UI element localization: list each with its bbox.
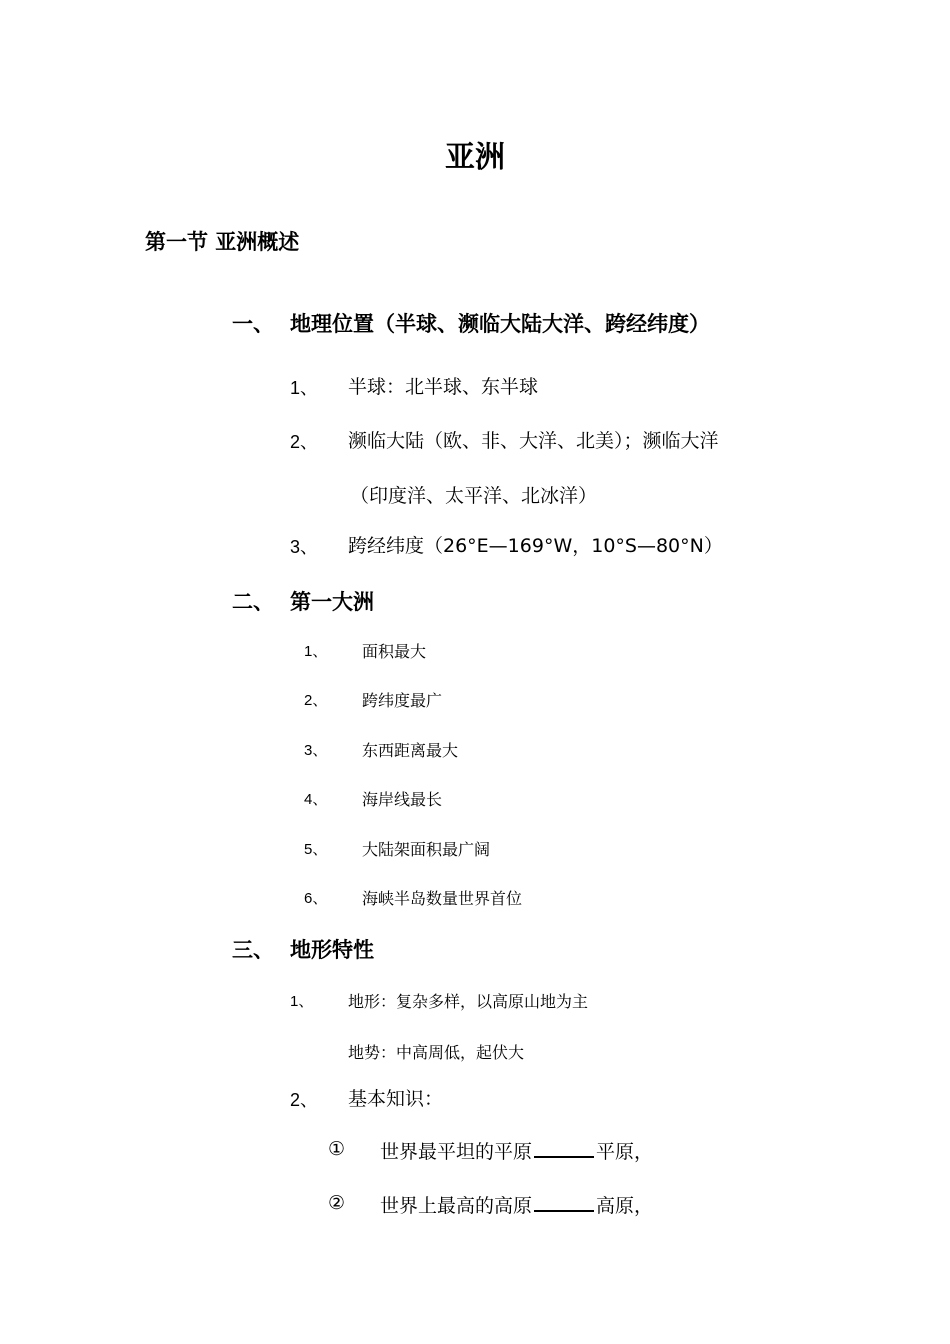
sub2-before: 世界上最高的高原 [380,1195,533,1217]
sub1-after: 平原， [596,1141,654,1163]
part1-item2-text: 濒临大陆（欧、非、大洋、北美）；濒临大洋 [348,430,719,452]
part2-item2-text: 跨纬度最广 [362,691,443,710]
part2-item3-number: 3、 [304,742,328,759]
fill-blank [534,1192,594,1212]
sub1-before: 世界最平坦的平原 [380,1141,533,1163]
fill-blank [534,1138,594,1158]
part3-item2-text: 基本知识： [348,1088,444,1110]
part3-heading: 地形特性 [290,938,374,962]
sub2-after: 高原， [596,1195,654,1217]
part2-item6-text: 海峡半岛数量世界首位 [362,889,523,908]
part1-number: 一、 [232,312,274,336]
section-heading: 第一节 亚洲概述 [145,230,300,254]
part1-item3-text: 跨经纬度（26°E—169°W，10°S—80°N） [348,535,723,557]
part2-item5-text: 大陆架面积最广阔 [362,840,491,859]
part3-item1-text: 地形：复杂多样，以高原山地为主 [348,992,589,1011]
sub2-line [380,1191,653,1218]
part2-number: 二、 [232,590,274,614]
part2-item2-number: 2、 [304,692,328,709]
part2-item4-text: 海岸线最长 [362,790,443,809]
part2-item1-text: 面积最大 [362,642,427,661]
part2-item3-text: 东西距离最大 [362,741,459,760]
sub1-mark: ① [328,1138,346,1160]
part2-item4-number: 4、 [304,791,328,808]
part2-item5-number: 5、 [304,841,328,858]
part3-item1-number: 1、 [290,993,314,1010]
page-title: 亚洲 [445,140,505,175]
part3-number: 三、 [232,938,274,962]
part2-heading: 第一大洲 [290,590,374,614]
part3-item1-continuation: 地势：中高周低，起伏大 [348,1043,525,1062]
part1-item2-number: 2、 [290,432,319,452]
part1-item3-number: 3、 [290,537,319,557]
part2-item6-number: 6、 [304,890,328,907]
part1-item1-number: 1、 [290,378,319,398]
part1-item2-continuation: （印度洋、太平洋、北冰洋） [350,485,598,507]
sub2-mark: ② [328,1192,346,1214]
part1-item1-text: 半球：北半球、东半球 [348,376,539,398]
part1-heading: 地理位置（半球、濒临大陆大洋、跨经纬度） [290,312,710,336]
part2-item1-number: 1、 [304,643,328,660]
part3-item2-number: 2、 [290,1090,319,1110]
sub1-line [380,1137,653,1164]
